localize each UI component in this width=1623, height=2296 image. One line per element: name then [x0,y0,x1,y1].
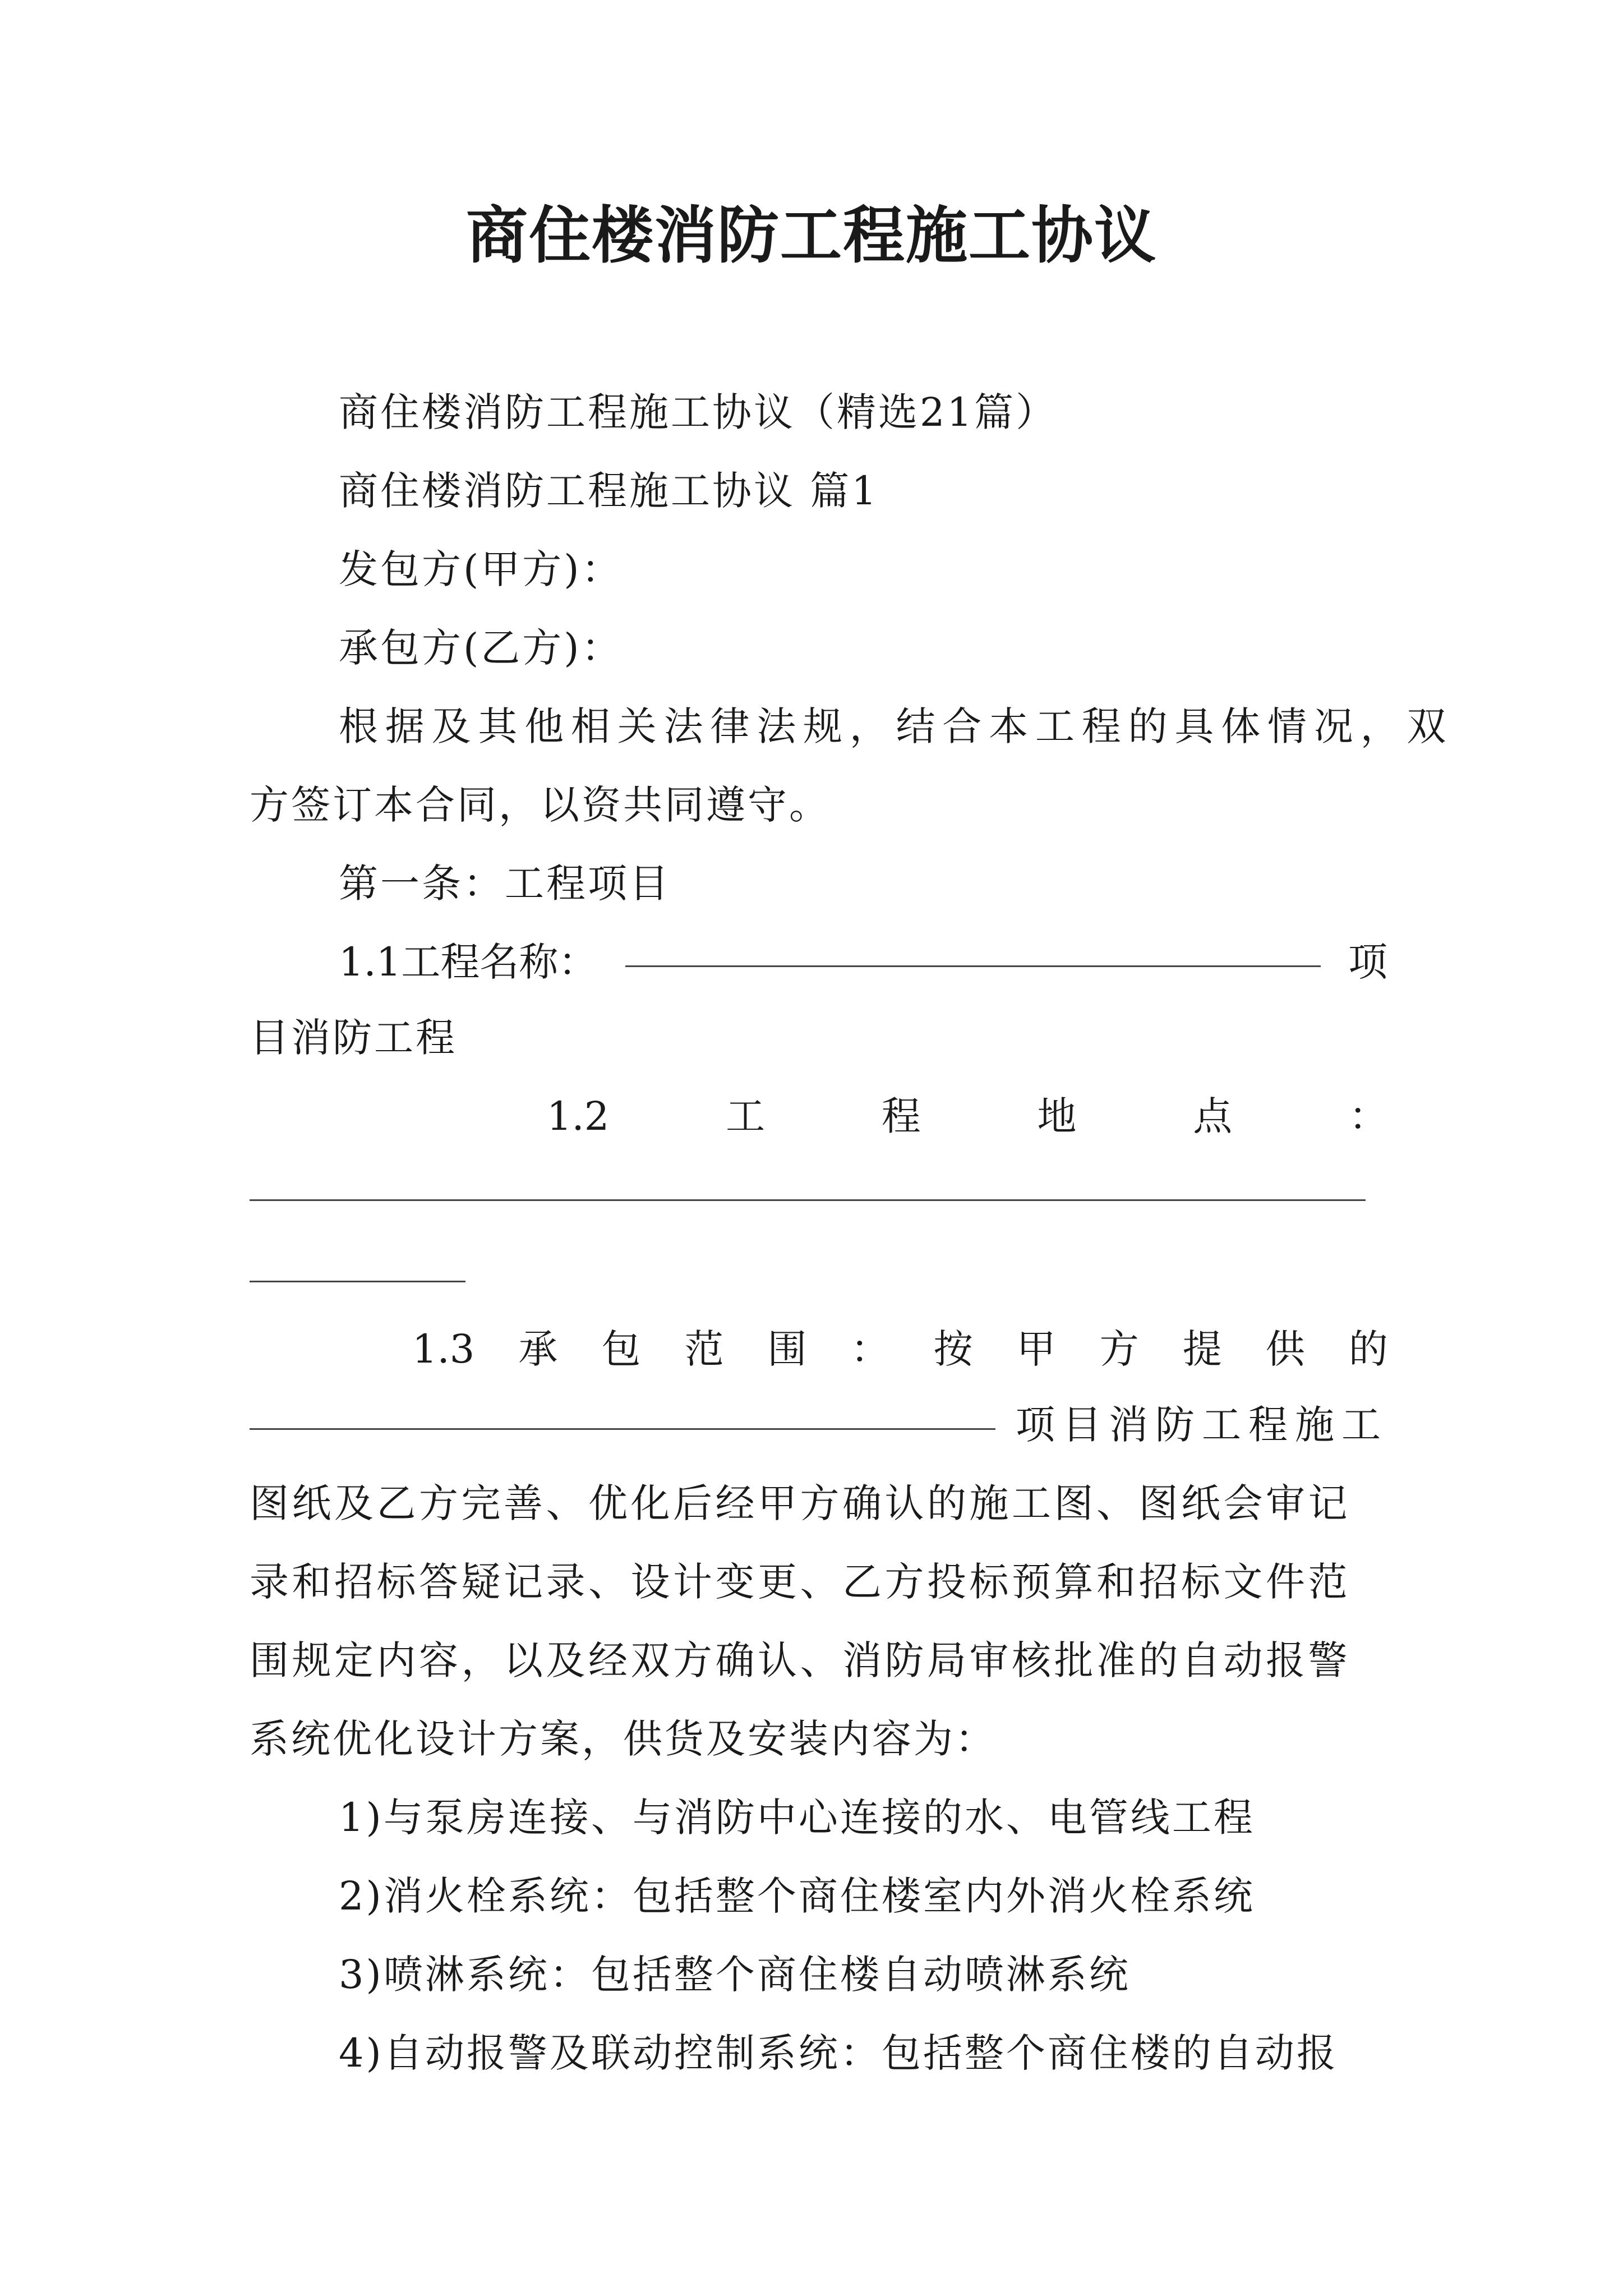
scope-char: 范 [684,1326,724,1372]
project-name-line [339,934,1387,990]
scope-char: 甲 [1016,1326,1056,1372]
scope-continuation-line [250,1397,1388,1453]
list-item: 4)自动报警及联动控制系统：包括整个商住楼的自动报 [339,2030,1338,2076]
paragraph-line: 目消防工程 [250,1015,457,1061]
scope-text: 项目消防工程施工 [1016,1402,1388,1448]
scope-char: 提 [1182,1326,1222,1372]
scope-blank [250,1427,995,1430]
scope-char: 按 [933,1326,973,1372]
list-item: 3)喷淋系统：包括整个商住楼自动喷淋系统 [339,1952,1131,1998]
project-name-suffix: 项 [1348,939,1387,985]
paragraph-text: 根据及其他相关法律法规，结合本工程的具体情况，双 [339,703,1454,749]
paragraph-line: 系统优化设计方案，供货及安装内容为： [250,1716,997,1762]
scope-number: 1.3 [412,1326,475,1372]
project-name-label: 1.1工程名称： [339,939,598,985]
location-char: 程 [881,1093,921,1139]
paragraph-line: 围规定内容，以及经双方确认、消防局审核批准的自动报警 [250,1637,1350,1683]
location-number: 1.2 [547,1093,610,1139]
location-char: 地 [1037,1093,1077,1139]
project-name-blank [625,964,1321,967]
article-heading: 第一条：工程项目 [339,861,671,907]
party-b-label: 承包方(乙方)： [339,625,623,671]
scope-char: 供 [1265,1326,1305,1372]
paragraph-line [339,698,1454,754]
document-title: 商住楼消防工程施工协议 [466,199,1157,272]
section-heading: 商住楼消防工程施工协议 篇1 [339,468,879,514]
scope-char: 方 [1099,1326,1139,1372]
location-char: 点 [1193,1093,1233,1139]
scope-char: 围 [767,1326,807,1372]
paragraph-line: 图纸及乙方完善、优化后经甲方确认的施工图、图纸会审记 [250,1480,1350,1526]
scope-char: 承 [518,1326,558,1372]
paragraph-line: 录和招标答疑记录、设计变更、乙方投标预算和招标文件范 [250,1559,1350,1605]
location-blank-line [250,1199,1366,1201]
scope-char: 的 [1348,1326,1388,1372]
subtitle-line: 商住楼消防工程施工协议（精选21篇） [339,389,1058,435]
location-blank-line-short [250,1281,465,1282]
location-char: 工 [726,1093,766,1139]
scope-line [412,1321,1388,1377]
paragraph-line: 方签订本合同，以资共同遵守。 [250,782,831,828]
project-location-line [547,1088,1388,1144]
location-colon: ： [1349,1093,1388,1139]
list-item: 2)消火栓系统：包括整个商住楼室内外消火栓系统 [339,1873,1255,1919]
scope-colon: ： [850,1326,890,1372]
scope-char: 包 [601,1326,641,1372]
party-a-label: 发包方(甲方)： [339,546,623,592]
list-item: 1)与泵房连接、与消防中心连接的水、电管线工程 [339,1795,1255,1841]
